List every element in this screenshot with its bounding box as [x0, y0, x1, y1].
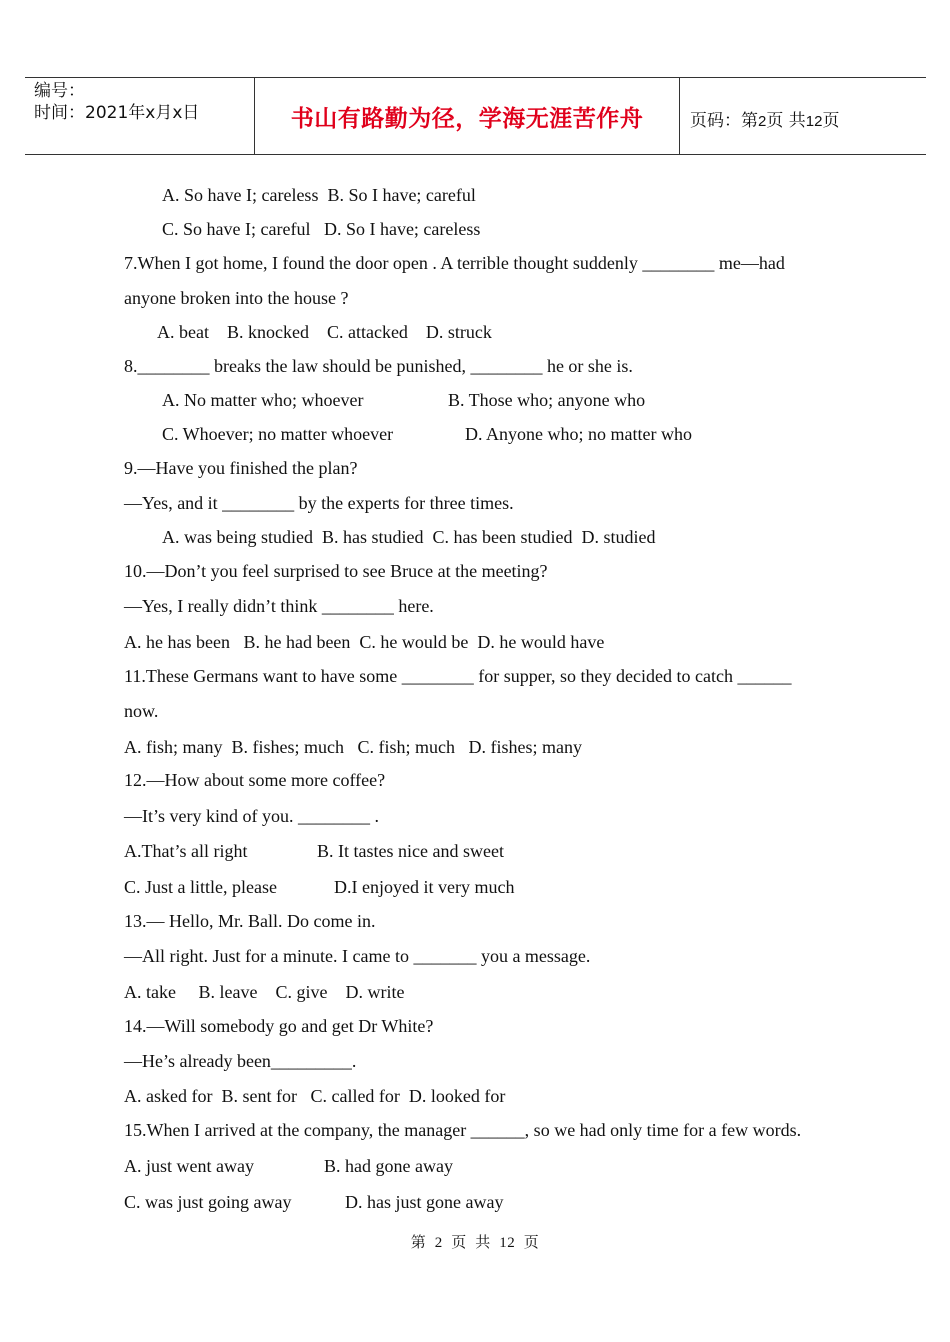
q12-option-a: A.That’s all right: [124, 841, 248, 861]
header-code-label: 编号：: [34, 81, 85, 101]
q6-options-cd: C. So have I; careful D. So I have; careless: [162, 219, 481, 239]
q13-options: A. take B. leave C. give D. write: [124, 982, 405, 1002]
q12-response: —It’s very kind of you. ________ .: [124, 806, 379, 826]
q14-stem: 14.—Will somebody go and get Dr White?: [124, 1016, 434, 1036]
header-page-prefix: 页码：第: [690, 111, 758, 131]
q7-options: A. beat B. knocked C. attacked D. struck: [157, 322, 492, 342]
q9-options: A. was being studied B. has studied C. has been studied D. studied: [162, 527, 656, 547]
q10-response: —Yes, I really didn’t think ________ here.: [124, 596, 434, 616]
q12-option-d: D.I enjoyed it very much: [334, 877, 515, 897]
q12-option-b: B. It tastes nice and sweet: [317, 841, 504, 861]
q11-stem-cont: now.: [124, 701, 159, 721]
q10-options: A. he has been B. he had been C. he would be D. he would have: [124, 632, 605, 652]
q11-stem: 11.These Germans want to have some ________ for supper, so they decided to catch ______: [124, 666, 792, 686]
q8-option-a: A. No matter who; whoever: [162, 390, 364, 410]
q6-options-ab: A. So have I; careless B. So I have; careful: [162, 185, 476, 205]
q10-stem: 10.—Don’t you feel surprised to see Bruce at the meeting?: [124, 561, 548, 581]
header-page-number: 2: [758, 113, 767, 130]
page-footer: 第 2 页 共 12 页: [410, 1235, 540, 1251]
header-bottom-rule: [25, 154, 926, 155]
q7-stem: 7.When I got home, I found the door open . A terrible thought suddenly ________ me—had: [124, 253, 785, 273]
q13-stem: 13.— Hello, Mr. Ball. Do come in.: [124, 911, 376, 931]
q9-response: —Yes, and it ________ by the experts for three times.: [124, 493, 514, 513]
q13-response: —All right. Just for a minute. I came to _______ you a message.: [124, 946, 591, 966]
q8-option-d: D. Anyone who; no matter who: [465, 424, 692, 444]
q12-stem: 12.—How about some more coffee?: [124, 770, 386, 790]
header-top-rule: [25, 77, 926, 78]
header-meta: [34, 80, 199, 124]
q15-option-b: B. had gone away: [324, 1156, 453, 1176]
q8-option-b: B. Those who; anyone who: [448, 390, 646, 410]
q15-option-a: A. just went away: [124, 1156, 254, 1176]
header-time-label: 时间：2021年x月x日: [34, 103, 200, 123]
header-motto: 书山有路勤为径，学海无涯苦作舟: [290, 106, 644, 132]
q12-option-c: C. Just a little, please: [124, 877, 277, 897]
q8-stem: 8.________ breaks the law should be punished, ________ he or she is.: [124, 356, 633, 376]
header-divider-right: [679, 77, 680, 155]
header-divider-left: [254, 77, 255, 155]
q8-option-c: C. Whoever; no matter whoever: [162, 424, 394, 444]
q15-option-c: C. was just going away: [124, 1192, 292, 1212]
q14-options: A. asked for B. sent for C. called for D. looked for: [124, 1086, 506, 1106]
q7-stem-cont: anyone broken into the house ?: [124, 288, 349, 308]
q9-stem: 9.—Have you finished the plan?: [124, 458, 358, 478]
q15-option-d: D. has just gone away: [345, 1192, 504, 1212]
q11-options: A. fish; many B. fishes; much C. fish; much D. fishes; many: [124, 737, 582, 757]
q15-stem: 15.When I arrived at the company, the manager ______, so we had only time for a few words.: [124, 1120, 802, 1140]
header-page-indicator: [690, 106, 839, 131]
header-page-total: 12: [805, 113, 823, 130]
header-page-mid: 页 共: [766, 111, 806, 131]
q14-response: —He’s already been_________.: [124, 1051, 357, 1071]
header-page-suffix: 页: [822, 111, 840, 131]
